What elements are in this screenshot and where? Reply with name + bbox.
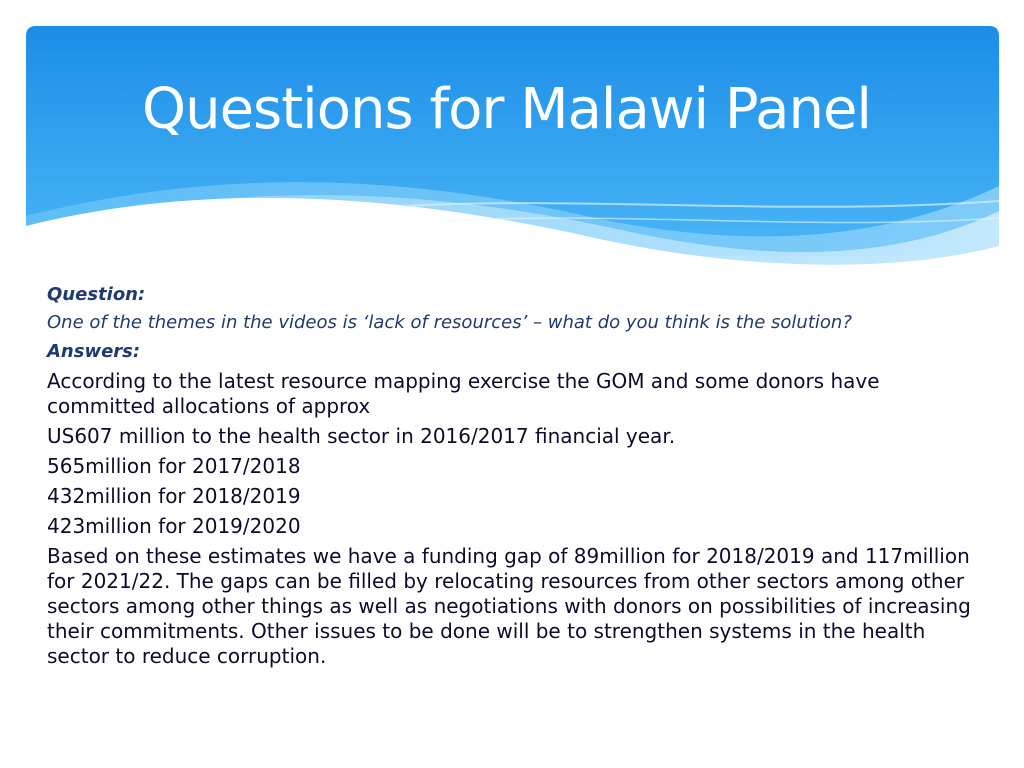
answer-intro: According to the latest resource mapping exercise the GOM and some donors have committed allocations of approx — [47, 369, 880, 418]
answer-line: 432million for 2018/2019 — [47, 484, 301, 508]
question-text: One of the themes in the videos is ‘lack of resources’ – what do you think is the solution? — [47, 312, 852, 333]
answer-conclusion: Based on these estimates we have a funding gap of 89million for 2018/2019 and 117million for 2021/22. The gaps can be filled by relocating resources from other sectors among other sectors among other things as well as negotiations with donors on possibilities of increasing their commitments. Other issues to be done will be to strengthen systems in the health sector to reduce corruption. — [47, 544, 971, 668]
question-label: Question: — [47, 284, 146, 305]
answer-line: 423million for 2019/2020 — [47, 514, 301, 538]
answer-line: US607 million to the health sector in 2016/2017 financial year. — [47, 424, 676, 448]
answers-label: Answers: — [47, 341, 141, 362]
slide-body — [47, 282, 982, 669]
wave-decoration — [26, 26, 999, 286]
header-banner — [26, 26, 999, 286]
slide-title: Questions for Malawi Panel — [142, 77, 871, 142]
answer-line: 565million for 2017/2018 — [47, 454, 301, 478]
